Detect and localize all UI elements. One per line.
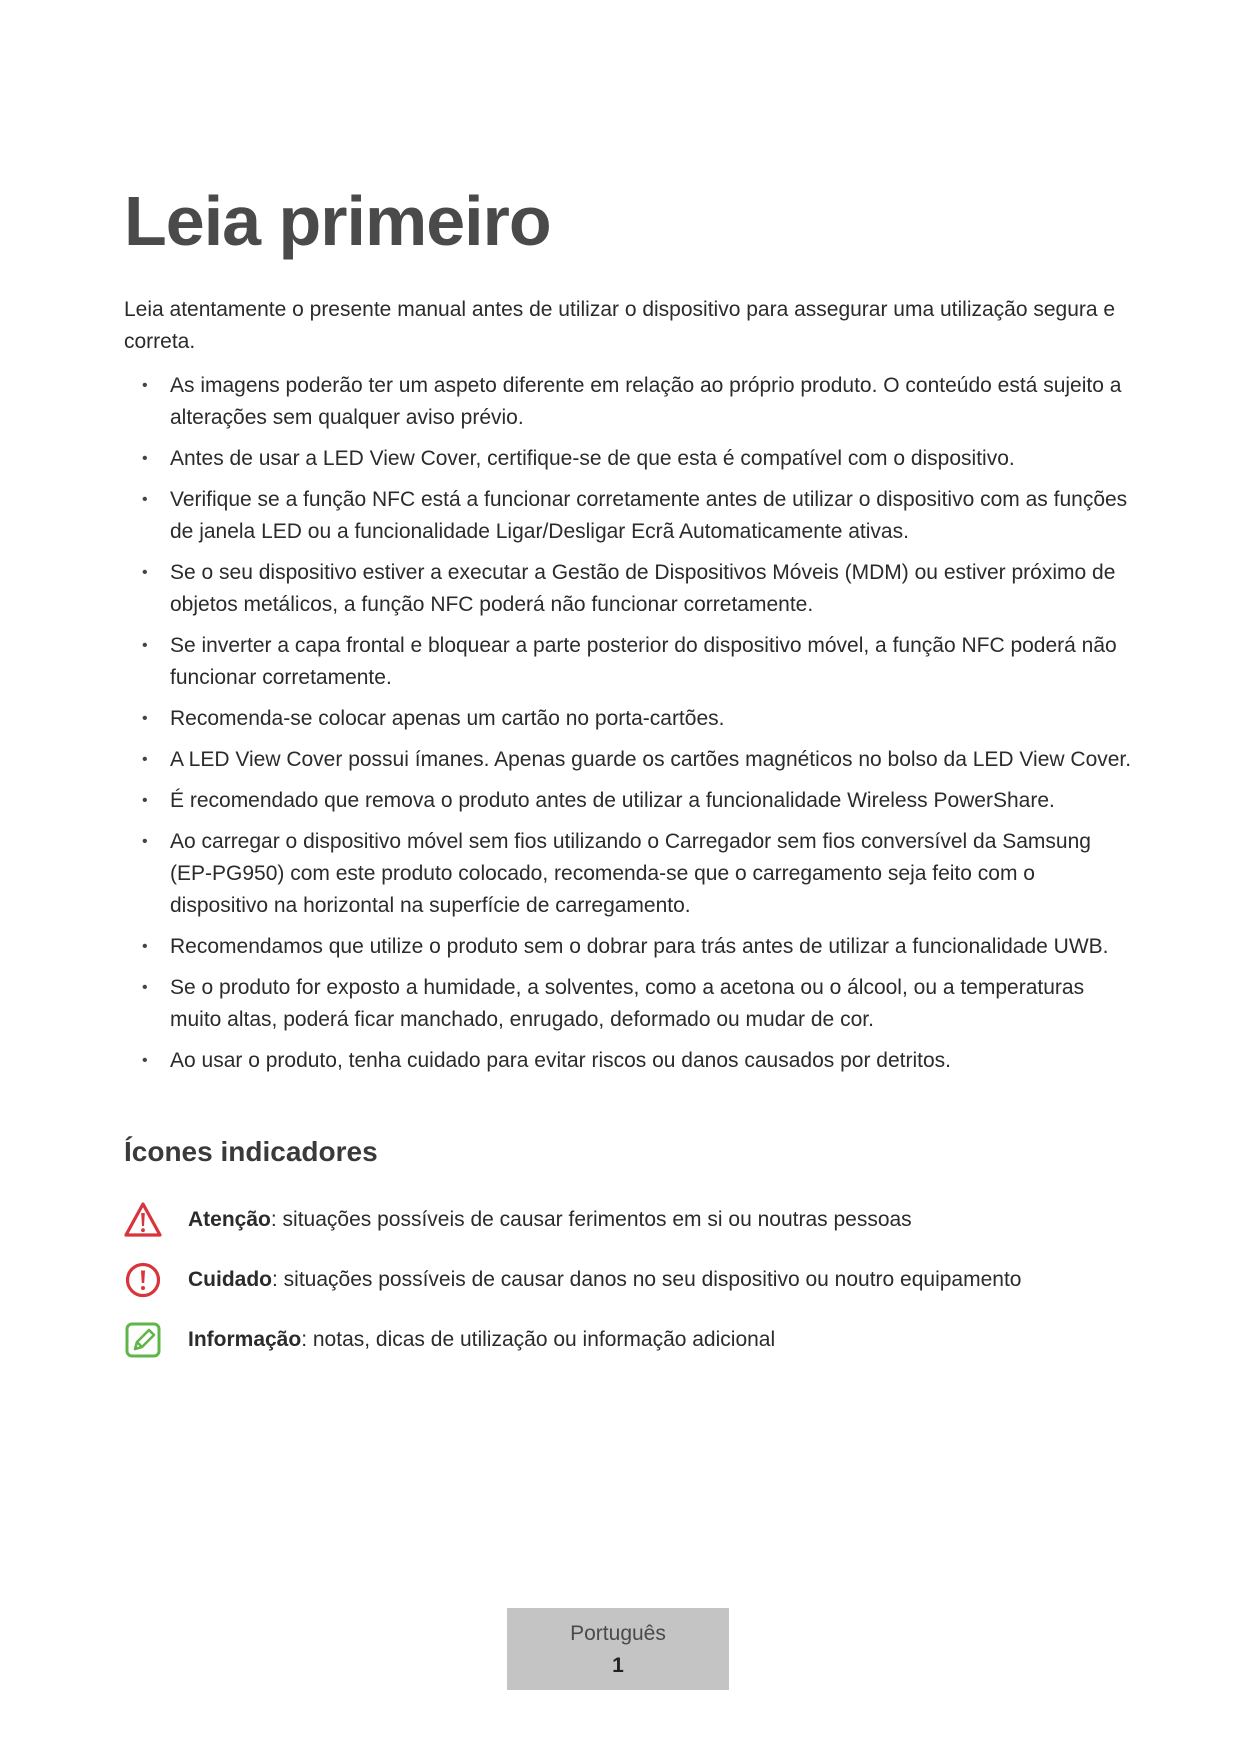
indicator-caution (124, 1250, 1124, 1310)
indicator-list (124, 1190, 1124, 1370)
bullet-icon: • (142, 1052, 148, 1069)
bullet-icon: • (142, 938, 148, 955)
page-footer (507, 1608, 729, 1690)
indicator-warning (124, 1190, 1124, 1250)
list-item (124, 1045, 1134, 1077)
indicator-text: : notas, dicas de utilização ou informação adicional (301, 1328, 776, 1351)
list-item-text: Recomenda-se colocar apenas um cartão no porta-cartões. (170, 707, 725, 730)
indicator-text: : situações possíveis de causar danos no seu dispositivo ou noutro equipamento (272, 1268, 1022, 1291)
bullet-icon: • (142, 450, 148, 467)
list-item-text: A LED View Cover possui ímanes. Apenas guarde os cartões magnéticos no bolso da LED View Cover. (170, 748, 1132, 771)
list-item-text: Se o seu dispositivo estiver a executar a Gestão de Dispositivos Móveis (MDM) ou estiver próximo de objetos metálicos, a função NFC poderá não funcionar corretamente. (170, 561, 1116, 616)
list-item-text: É recomendado que remova o produto antes de utilizar a funcionalidade Wireless PowerShare. (170, 789, 1055, 812)
list-item-text: Verifique se a função NFC está a funcionar corretamente antes de utilizar o dispositivo com as funções de janela LED ou a funcionalidade Ligar/Desligar Ecrã Automaticamente ativas. (170, 488, 1128, 543)
list-item-text: Se o produto for exposto a humidade, a solventes, como a acetona ou o álcool, ou a temperaturas muito altas, poderá ficar manchado, enrugado, deformado ou mudar de cor. (170, 976, 1085, 1031)
bullet-icon: • (142, 710, 148, 727)
page-number: 1 (612, 1654, 624, 1677)
list-item (124, 785, 1134, 817)
bullet-icon: • (142, 833, 148, 850)
footer-language: Português (570, 1622, 666, 1645)
list-item-text: As imagens poderão ter um aspeto diferente em relação ao próprio produto. O conteúdo está sujeito a alterações sem qualquer aviso prévio. (170, 374, 1122, 429)
list-item-text: Antes de usar a LED View Cover, certifique-se de que esta é compatível com o dispositivo. (170, 447, 1015, 470)
list-item-text: Ao usar o produto, tenha cuidado para evitar riscos ou danos causados por detritos. (170, 1049, 951, 1072)
indicator-description (188, 1268, 1021, 1292)
bullet-icon: • (142, 792, 148, 809)
indicator-text: : situações possíveis de causar ferimentos em si ou noutras pessoas (270, 1208, 912, 1231)
list-item-text: Se inverter a capa frontal e bloquear a parte posterior do dispositivo móvel, a função NFC poderá não funcionar corretamente. (170, 634, 1117, 689)
bullet-icon: • (142, 491, 148, 508)
caution-circle-icon (124, 1261, 162, 1299)
list-item-text: Ao carregar o dispositivo móvel sem fios utilizando o Carregador sem fios conversível da Samsung (EP-PG950) com este produto colocado, recomenda-se que o carregamento seja feito com o dispositivo na horizontal na superfície de carregamento. (170, 830, 1091, 917)
list-item (124, 557, 1134, 621)
warning-triangle-icon (124, 1201, 162, 1239)
bullet-icon: • (142, 564, 148, 581)
bullet-icon: • (142, 979, 148, 996)
page-title: Leia primeiro (124, 182, 551, 260)
list-item-text: Recomendamos que utilize o produto sem o dobrar para trás antes de utilizar a funcionalidade UWB. (170, 935, 1109, 958)
bullet-icon: • (142, 637, 148, 654)
list-item (124, 443, 1134, 475)
list-item (124, 370, 1134, 434)
instruction-list (124, 370, 1134, 1086)
intro-paragraph: Leia atentamente o presente manual antes de utilizar o dispositivo para assegurar uma utilização segura e correta. (124, 298, 1116, 353)
bullet-icon: • (142, 751, 148, 768)
list-item (124, 703, 1134, 735)
indicator-label: Cuidado (188, 1268, 272, 1291)
list-item (124, 484, 1134, 548)
list-item (124, 931, 1134, 963)
indicator-info (124, 1310, 1124, 1370)
indicator-description (188, 1328, 775, 1352)
indicator-label: Informação (188, 1328, 302, 1351)
info-pencil-icon (124, 1321, 162, 1359)
list-item (124, 972, 1134, 1036)
bullet-icon: • (142, 377, 148, 394)
indicator-description (188, 1208, 912, 1232)
list-item (124, 744, 1134, 776)
list-item (124, 826, 1134, 922)
list-item (124, 630, 1134, 694)
indicator-label: Atenção (188, 1208, 271, 1231)
section-title: Ícones indicadores (124, 1136, 378, 1167)
